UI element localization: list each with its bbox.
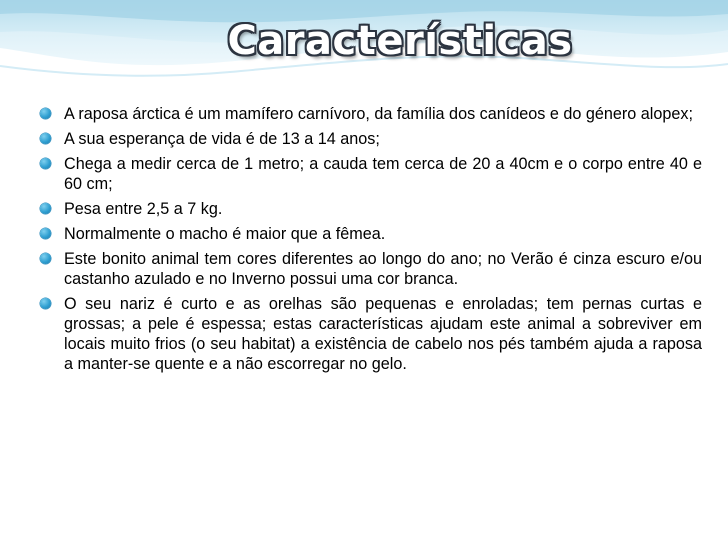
bullet-item: [40, 294, 702, 374]
bullet-dot-icon: [40, 203, 51, 214]
bullet-dot-icon: [40, 298, 51, 309]
bullet-text: Chega a medir cerca de 1 metro; a cauda tem cerca de 20 a 40cm e o corpo entre 40 e 60 cm;: [64, 155, 702, 193]
bullet-item: [40, 129, 702, 149]
bullet-item: [40, 154, 702, 194]
bullet-item: [40, 249, 702, 289]
bullet-dot-icon: [40, 108, 51, 119]
bullet-dot-icon: [40, 133, 51, 144]
slide-title: Características: [227, 18, 573, 64]
bullet-item: [40, 199, 702, 219]
bullet-text: Pesa entre 2,5 a 7 kg.: [64, 200, 223, 218]
bullet-text: Este bonito animal tem cores diferentes ao longo do ano; no Verão é cinza escuro e/ou castanho azulado e no Inverno possui uma cor branca.: [64, 250, 702, 288]
bullet-list: [40, 104, 702, 379]
bullet-text: A sua esperança de vida é de 13 a 14 anos;: [64, 130, 380, 148]
bullet-dot-icon: [40, 158, 51, 169]
bullet-item: [40, 104, 702, 124]
bullet-text: Normalmente o macho é maior que a fêmea.: [64, 225, 386, 243]
bullet-dot-icon: [40, 253, 51, 264]
bullet-text: O seu nariz é curto e as orelhas são pequenas e enroladas; tem pernas curtas e grossas; a pele é espessa; estas características ajudam este animal a sobreviver em locais muito frios (o seu habitat) a existência de cabelo nos pés também ajuda a raposa a manter-se quente e a não escorregar no gelo.: [64, 295, 702, 373]
bullet-item: [40, 224, 702, 244]
bullet-text: A raposa árctica é um mamífero carnívoro, da família dos canídeos e do género alopex;: [64, 105, 693, 123]
bullet-dot-icon: [40, 228, 51, 239]
